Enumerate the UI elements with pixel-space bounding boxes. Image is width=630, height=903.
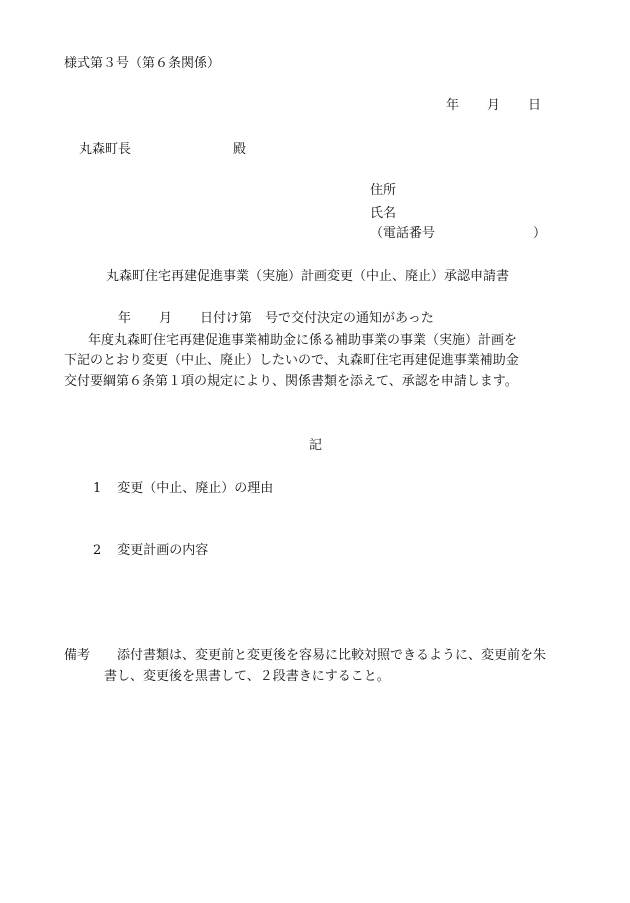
- addressee-name: 丸森町長: [79, 142, 132, 157]
- ref-day-number-label: 日付け第: [200, 311, 253, 326]
- applicant-name-label: 氏名: [370, 206, 397, 221]
- note-label: 備考: [64, 648, 91, 663]
- date-line: [446, 98, 541, 114]
- addressee-honorific: 殿: [233, 142, 247, 157]
- ref-rest: 号で交付決定の通知があった: [265, 311, 434, 326]
- body-line-4: 交付要綱第６条第１項の規定により、関係書類を添えて、承認を申請します。: [64, 374, 518, 389]
- body-line-2: 年度丸森町住宅再建促進事業補助金に係る補助事業の事業（実施）計画を: [88, 333, 518, 348]
- applicant-phone: [370, 226, 546, 242]
- form-number: 様式第３号（第６条関係）: [64, 56, 221, 71]
- applicant-phone-close: ）: [533, 226, 547, 241]
- item-1-number: 1: [93, 481, 102, 496]
- body-line-3: 下記のとおり変更（中止、廃止）したいので、丸森町住宅再建促進事業補助金: [64, 353, 519, 368]
- ref-month-label: 月: [159, 311, 173, 326]
- date-month-label: 月: [487, 98, 501, 113]
- note-line-1: 添付書類は、変更前と変更後を容易に比較対照できるように、変更前を朱: [117, 648, 547, 663]
- document-title: 丸森町住宅再建促進事業（実施）計画変更（中止、廃止）承認申請書: [106, 269, 510, 284]
- item-1-text: 変更（中止、廃止）の理由: [117, 481, 274, 496]
- ki-heading: 記: [309, 438, 323, 453]
- body-reference-line: [118, 311, 434, 327]
- date-day-label: 日: [528, 98, 542, 113]
- item-2-number: 2: [93, 543, 102, 558]
- note-line-2: 書し、変更後を黒書して、２段書きにすること。: [104, 669, 390, 684]
- addressee: [79, 142, 246, 158]
- date-year-label: 年: [446, 98, 460, 113]
- ref-year-label: 年: [118, 311, 132, 326]
- applicant-address-label: 住所: [370, 183, 397, 198]
- item-2-text: 変更計画の内容: [117, 543, 209, 558]
- item-2: [93, 543, 208, 559]
- applicant-phone-label: （電話番号: [370, 226, 436, 241]
- item-1: [93, 481, 273, 497]
